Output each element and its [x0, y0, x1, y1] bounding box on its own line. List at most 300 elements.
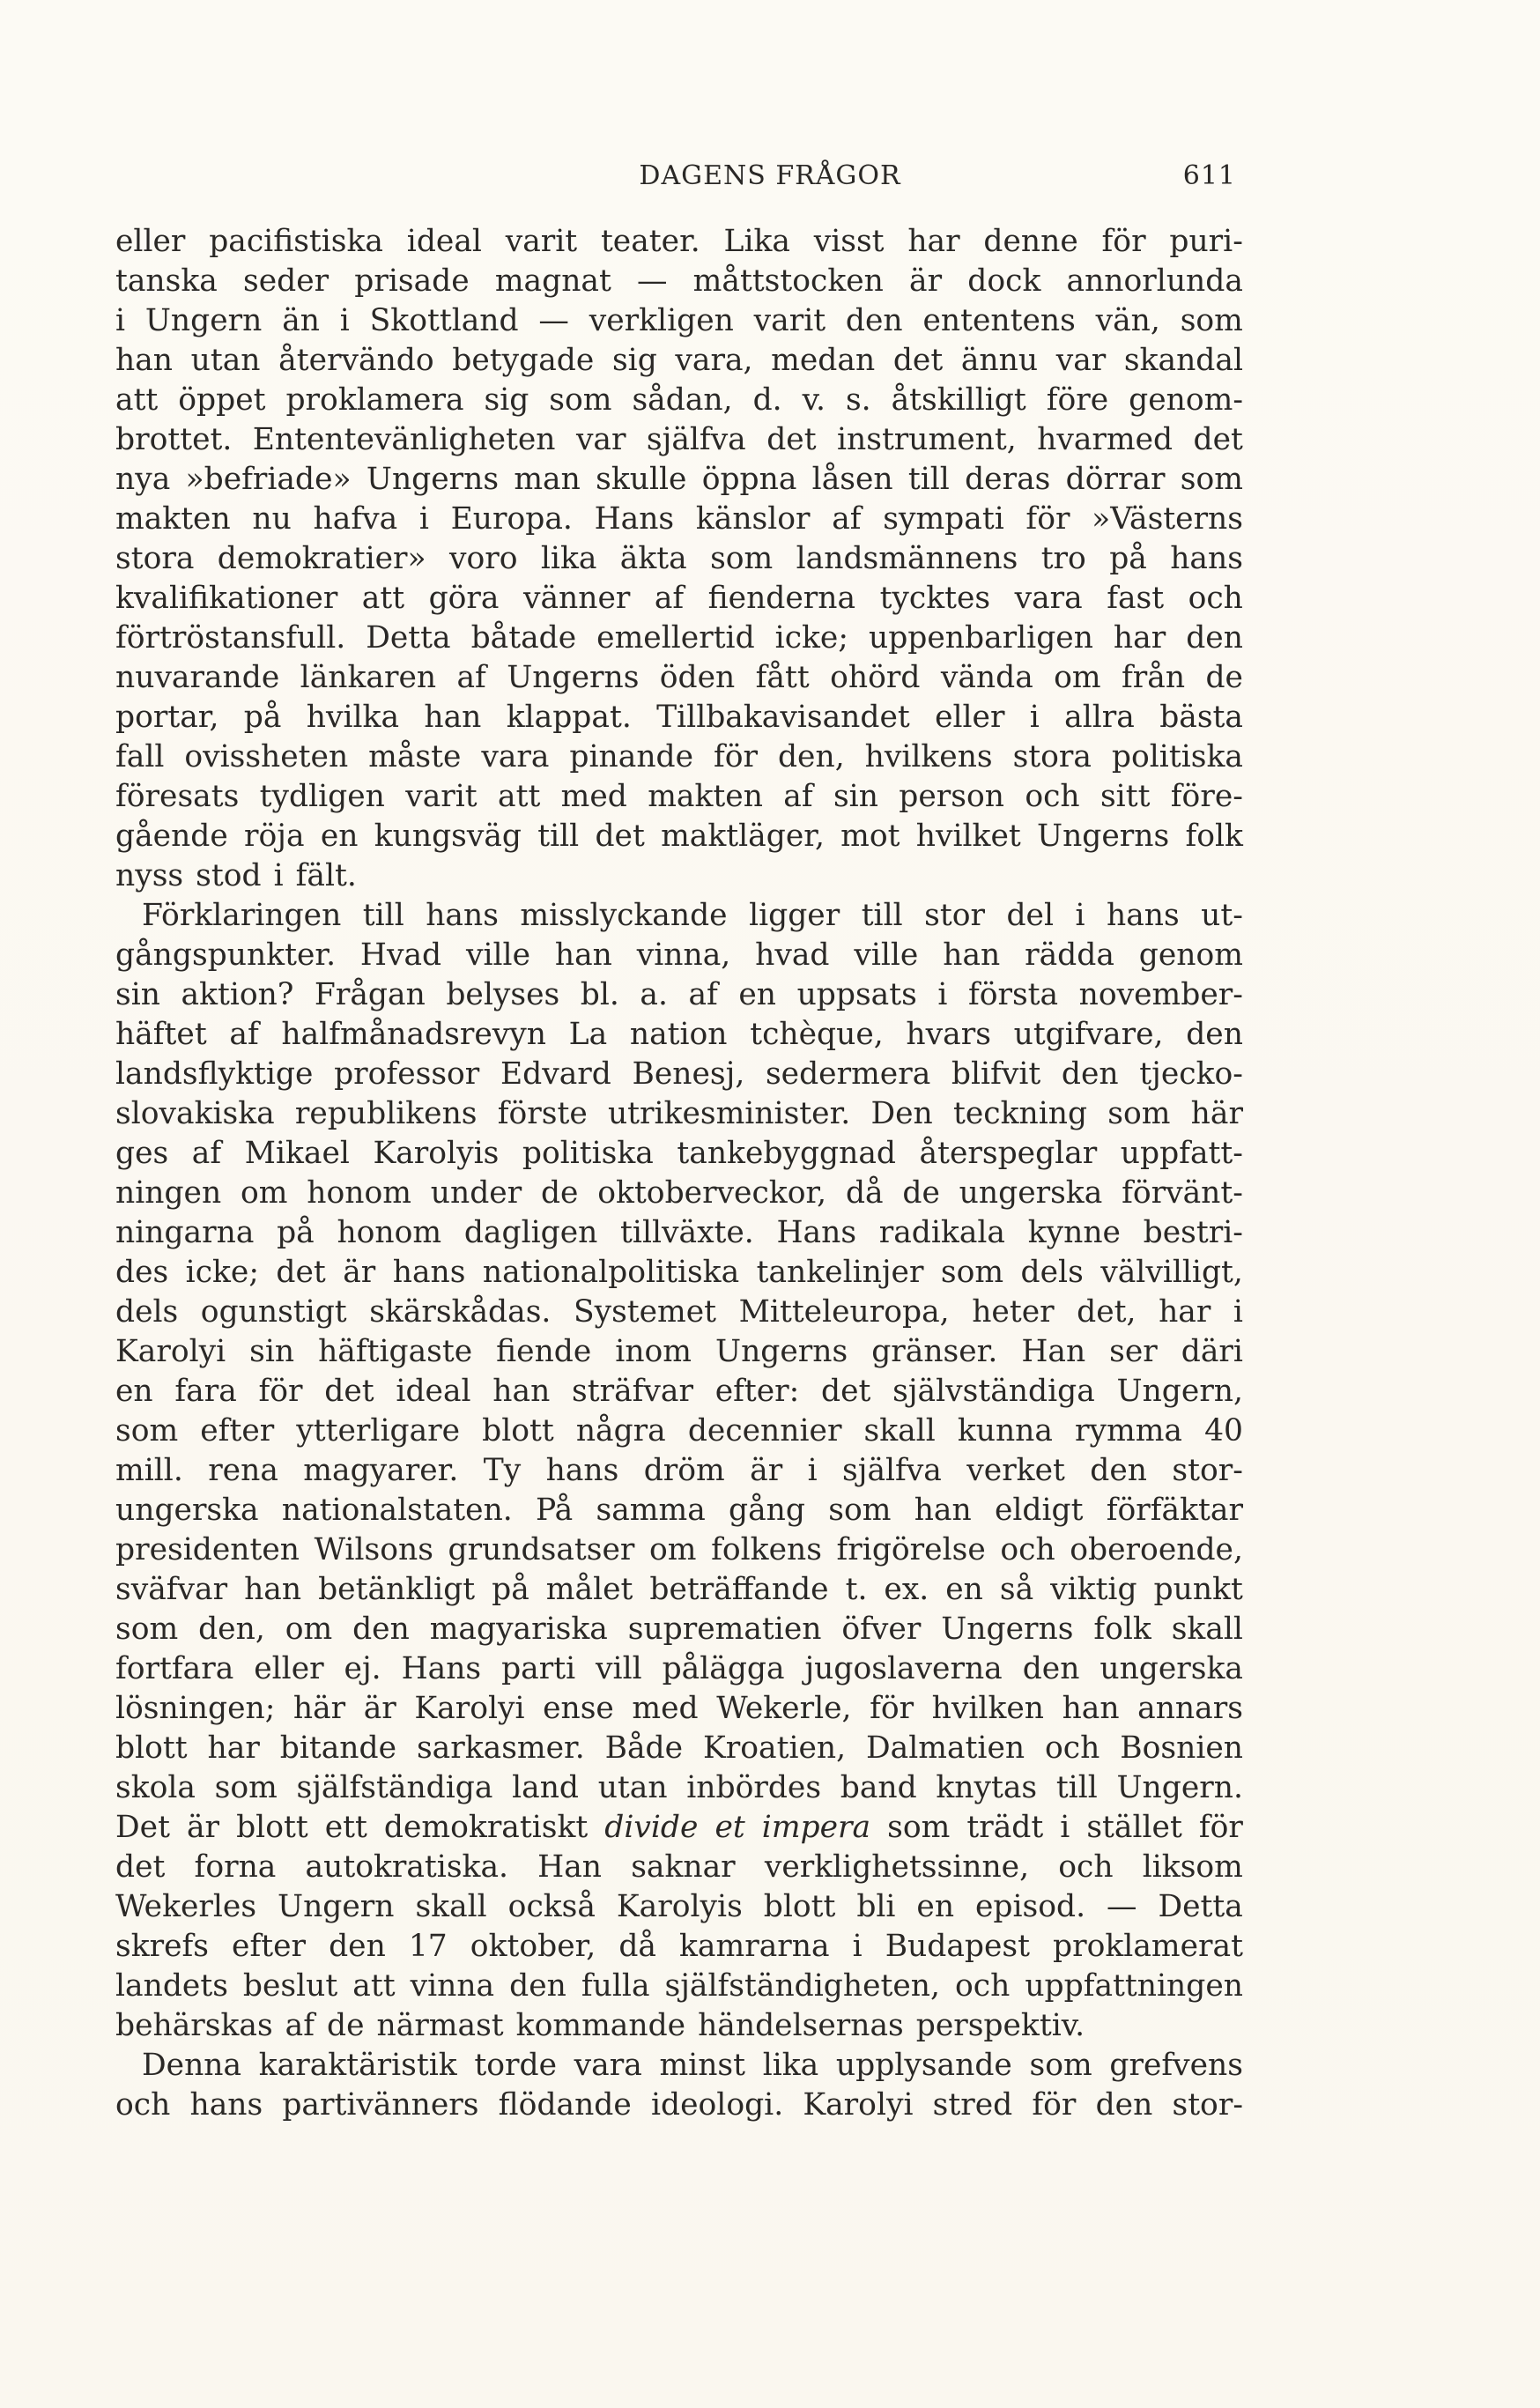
word: Ungern	[278, 1889, 395, 1924]
word: knytas	[936, 1770, 1038, 1805]
text-line	[115, 1887, 1243, 1927]
word: som	[1029, 2048, 1092, 2083]
text-line	[115, 975, 1243, 1015]
text-line	[115, 301, 1243, 341]
word: och	[1045, 1730, 1100, 1766]
word: saknar	[631, 1849, 736, 1885]
word: af	[832, 501, 862, 537]
word: ohörd	[830, 660, 921, 695]
word: är	[909, 263, 943, 299]
text-line	[115, 381, 1243, 420]
word: honom	[307, 1175, 411, 1211]
word: tanska	[115, 263, 218, 299]
word: tankebyggnad	[677, 1136, 896, 1171]
word: viktig	[1050, 1572, 1137, 1607]
word: dagligen	[463, 1215, 598, 1250]
word: hvilkens	[864, 739, 993, 774]
word: för	[1032, 2087, 1077, 2123]
word: i	[115, 303, 126, 338]
word: måttstocken	[692, 263, 884, 299]
word: den,	[198, 1612, 265, 1647]
text-line	[115, 262, 1243, 301]
word: utan	[190, 343, 261, 378]
word: proklamera	[285, 382, 464, 418]
word: hans	[545, 1453, 619, 1488]
word: utan	[597, 1770, 668, 1805]
text-line	[115, 1530, 1243, 1570]
word: icke;	[774, 620, 848, 656]
word: magyariska	[429, 1612, 608, 1647]
word: v.	[802, 382, 826, 418]
word: i	[418, 501, 429, 537]
word: t.	[845, 1572, 868, 1607]
word: s.	[845, 382, 871, 418]
word: hvars	[906, 1017, 991, 1052]
word: flödande	[498, 2087, 632, 2123]
word: instrument,	[836, 422, 1017, 457]
word: efter:	[714, 1374, 800, 1409]
word: af	[229, 1017, 259, 1052]
word: och	[954, 1968, 1011, 2004]
word: beslut	[242, 1968, 338, 2004]
word: för	[713, 739, 759, 774]
word: kunna	[957, 1413, 1053, 1449]
word: med	[632, 1691, 699, 1726]
word: de	[327, 2008, 365, 2043]
word: behärskas	[115, 2008, 273, 2043]
word: gångspunkter.	[115, 937, 337, 973]
word: ges	[115, 1136, 169, 1171]
text-line	[115, 1967, 1243, 2006]
word: deras	[965, 462, 1051, 497]
word: tillväxte.	[620, 1215, 754, 1250]
word: båtade	[470, 620, 577, 656]
word: eller	[254, 1651, 324, 1686]
word: af	[688, 977, 718, 1012]
word: rena	[208, 1453, 278, 1488]
text-line	[115, 1570, 1243, 1610]
word: skola	[115, 1770, 196, 1805]
word: som	[115, 1612, 179, 1647]
word: sträfvar	[572, 1374, 693, 1409]
word: det	[892, 343, 944, 378]
word: puri-	[1169, 224, 1243, 259]
word: vinna,	[636, 937, 731, 973]
word: som	[828, 1493, 892, 1528]
word: gränser.	[871, 1334, 998, 1369]
word: känslor	[695, 501, 811, 537]
word: det	[1193, 422, 1243, 457]
word: från	[1122, 660, 1186, 695]
text-line	[115, 658, 1243, 698]
word: på	[277, 1215, 315, 1250]
word: häftigaste	[318, 1334, 473, 1369]
word: att	[361, 581, 405, 616]
word: före	[1046, 382, 1109, 418]
word: tjecko-	[1139, 1056, 1243, 1092]
word: som	[115, 1413, 179, 1449]
word: här	[1190, 1096, 1243, 1131]
word: stred	[932, 2087, 1013, 2123]
word: pålägga	[662, 1651, 785, 1686]
word: med	[560, 779, 627, 814]
word: som	[214, 1770, 278, 1805]
word: sig	[484, 382, 529, 418]
word: det,	[1077, 1294, 1136, 1330]
word: vinna	[410, 1968, 495, 2004]
word: att	[498, 779, 541, 814]
word: —	[538, 303, 569, 338]
word: makten	[115, 501, 231, 537]
word: för	[1198, 1810, 1243, 1845]
word: blott	[236, 1810, 308, 1845]
word: hans	[426, 898, 499, 933]
word: folkens	[711, 1532, 822, 1567]
word: Wekerles	[115, 1889, 257, 1924]
word: den	[1090, 1453, 1147, 1488]
text-line	[115, 2046, 1243, 2086]
word: öppna	[701, 462, 797, 497]
word: icke;	[185, 1255, 259, 1290]
word: är	[363, 1691, 396, 1726]
word: stod	[196, 858, 262, 893]
word: rymma	[1075, 1413, 1182, 1449]
word: nyss	[115, 858, 184, 893]
word: klappat.	[506, 700, 632, 735]
word: Hans	[401, 1651, 482, 1686]
word: bitande	[279, 1730, 397, 1766]
word: ovissheten	[184, 739, 349, 774]
text-line	[115, 539, 1243, 579]
text-line	[115, 1848, 1243, 1887]
word: Karolyi	[803, 2087, 914, 2123]
word: kamrarna	[679, 1929, 830, 1964]
word: de	[902, 1175, 940, 1211]
word: ytterligare	[296, 1413, 461, 1449]
word: 40	[1204, 1413, 1243, 1449]
word: d.	[752, 382, 782, 418]
text-line	[115, 936, 1243, 975]
word: också	[507, 1889, 596, 1924]
word: skärskådas.	[369, 1294, 552, 1330]
word: de	[540, 1175, 579, 1211]
word: han	[943, 937, 1001, 973]
word: ideologi.	[650, 2087, 784, 2123]
text-line	[115, 1332, 1243, 1372]
word: heter	[972, 1294, 1055, 1330]
word: den	[1095, 2087, 1153, 2123]
word: har	[1113, 620, 1166, 656]
text-line	[115, 1491, 1243, 1530]
word: visst	[813, 224, 885, 259]
word: hvilken	[931, 1691, 1044, 1726]
word: är	[750, 1453, 783, 1488]
word: vara	[574, 2048, 642, 2083]
word: Lika	[723, 224, 790, 259]
word: aktion?	[181, 977, 294, 1012]
word: hans	[1170, 541, 1243, 576]
word: varit	[405, 779, 478, 814]
word: närmast	[376, 2008, 504, 2043]
word: halfmånadsrevyn	[281, 1017, 546, 1052]
word: ligger	[749, 898, 840, 933]
word: länkaren	[300, 660, 437, 695]
word: uppsats	[796, 977, 917, 1012]
word: en	[320, 819, 359, 854]
text-line	[115, 1610, 1243, 1649]
word: och	[1188, 581, 1243, 616]
word: hvilket	[915, 819, 1021, 854]
word: Wekerle,	[716, 1691, 852, 1726]
word: eldigt	[994, 1493, 1084, 1528]
word: gående	[115, 819, 228, 854]
text-line	[115, 1411, 1243, 1451]
word: Mitteleuropa,	[738, 1294, 950, 1330]
word: makten	[648, 779, 763, 814]
word: utrikesminister.	[607, 1096, 851, 1131]
word: november-	[1078, 977, 1243, 1012]
word: demokratiskt	[383, 1810, 589, 1845]
word: själfständiga	[296, 1770, 493, 1805]
word: Benesj,	[632, 1056, 745, 1092]
word: oktober,	[470, 1929, 596, 1964]
word: Det	[115, 1810, 170, 1845]
word: seder	[243, 263, 329, 299]
word: jugoslaverna	[804, 1651, 1003, 1686]
word: sympati	[883, 501, 1004, 537]
text-line	[115, 2006, 1243, 2046]
word: lösningen;	[115, 1691, 276, 1726]
word: vända	[940, 660, 1033, 695]
word: välvilligt,	[1100, 1255, 1243, 1290]
word: är	[186, 1810, 220, 1845]
word: var	[1055, 343, 1107, 378]
word: häftet	[115, 1017, 207, 1052]
word: betänkligt	[318, 1572, 476, 1607]
word: själfva	[646, 422, 746, 457]
word: Kroatien,	[702, 1730, 847, 1766]
running-title: DAGENS FRÅGOR	[639, 160, 901, 191]
word: af	[456, 660, 486, 695]
word: han	[424, 700, 482, 735]
word: decennier	[687, 1413, 842, 1449]
word: magnat	[494, 263, 611, 299]
text-line	[115, 698, 1243, 737]
word: lika	[540, 541, 597, 576]
word: den	[509, 1968, 566, 2004]
word: brottet.	[115, 422, 233, 457]
text-line	[115, 1451, 1243, 1491]
word: ville	[466, 937, 531, 973]
word: han	[492, 1374, 551, 1409]
word: På	[536, 1493, 574, 1528]
word: fält.	[295, 858, 357, 893]
word: vara,	[675, 343, 753, 378]
word: landsflyktige	[115, 1056, 314, 1092]
word: ser	[1109, 1334, 1158, 1369]
word: så	[999, 1572, 1034, 1607]
word: ungerska	[1099, 1651, 1243, 1686]
word: öden	[659, 660, 736, 695]
word: Hvad	[359, 937, 442, 973]
word: det	[766, 422, 817, 457]
word: torde	[474, 2048, 557, 2083]
word: ningarna	[115, 1215, 255, 1250]
word: dock	[967, 263, 1041, 299]
word: pinande	[569, 739, 694, 774]
word: a.	[640, 977, 668, 1012]
word: på	[492, 1572, 529, 1607]
word: oktoberveckor,	[597, 1175, 827, 1211]
word: till	[1055, 1770, 1098, 1805]
word: och	[1025, 779, 1080, 814]
text-line	[115, 2086, 1243, 2125]
word: öppet	[178, 382, 266, 418]
word: medan	[771, 343, 876, 378]
word: händelsernas	[698, 2008, 904, 2043]
word: fall	[115, 739, 165, 774]
word: sväfvar	[115, 1572, 228, 1607]
word: nationalstaten.	[281, 1493, 513, 1528]
word: öfver	[841, 1612, 922, 1647]
word: som	[887, 1810, 951, 1845]
word: bestri-	[1143, 1215, 1243, 1250]
word: den,	[777, 739, 845, 774]
word: band	[840, 1770, 917, 1805]
word: politiska	[1111, 739, 1243, 774]
word: förtröstansfull.	[115, 620, 346, 656]
word: hans	[189, 2087, 263, 2123]
text-line	[115, 856, 1243, 896]
word: han	[1062, 1691, 1120, 1726]
word: ideal	[406, 224, 482, 259]
word: Hans	[776, 1215, 857, 1250]
word: mill.	[115, 1453, 183, 1488]
word: presidenten	[115, 1532, 300, 1567]
word: republikens	[294, 1096, 478, 1131]
word: kungsväg	[374, 819, 522, 854]
word: själfva	[842, 1453, 942, 1488]
word: Ungerns	[941, 1612, 1074, 1647]
word: —	[1107, 1889, 1137, 1924]
word: voro	[449, 541, 518, 576]
word: tydligen	[259, 779, 385, 814]
word: af	[285, 2008, 315, 2043]
word: ett	[324, 1810, 367, 1845]
word: de	[1205, 660, 1243, 695]
word: varit	[753, 303, 826, 338]
word: till	[537, 819, 580, 854]
word: Detta	[1158, 1889, 1243, 1924]
word: en	[115, 1374, 153, 1409]
word: teckning	[952, 1096, 1088, 1131]
text-line	[115, 777, 1243, 817]
word: genom-	[1129, 382, 1243, 418]
word: skall	[1171, 1612, 1243, 1647]
text-line	[115, 460, 1243, 500]
word: Ungerns	[715, 1334, 848, 1369]
word: under	[430, 1175, 522, 1211]
word: den	[1186, 1017, 1243, 1052]
word: vara	[481, 739, 550, 774]
word: i	[1029, 700, 1040, 735]
word: grefvens	[1109, 2048, 1243, 2083]
word: i	[1075, 898, 1085, 933]
word: sin	[115, 977, 160, 1012]
word: ungerska	[959, 1175, 1103, 1211]
word: för	[258, 1374, 303, 1409]
word: den	[1061, 1056, 1119, 1092]
word: af	[783, 779, 813, 814]
word: ej.	[344, 1651, 381, 1686]
word: vara	[1014, 581, 1083, 616]
word: partivänners	[282, 2087, 479, 2123]
text-line	[115, 1689, 1243, 1729]
word: ungerska	[115, 1493, 259, 1528]
word: Ententevänligheten	[252, 422, 556, 457]
word: magyarer.	[303, 1453, 459, 1488]
text-line	[115, 579, 1243, 619]
word: efter	[232, 1929, 307, 1964]
word: den	[1022, 1651, 1080, 1686]
word: dels	[1020, 1255, 1084, 1290]
word: som	[940, 1255, 1004, 1290]
word: hvarmed	[1037, 422, 1174, 457]
word: han	[554, 937, 612, 973]
word: blifvit	[951, 1056, 1041, 1092]
word: självständiga	[892, 1374, 1095, 1409]
word: beträffande	[649, 1572, 829, 1607]
word: förvänt-	[1122, 1175, 1243, 1211]
word: efter	[200, 1413, 275, 1449]
word: Wilsons	[314, 1532, 433, 1567]
word: bästa	[1159, 700, 1243, 735]
text-line	[115, 1927, 1243, 1967]
word: skall	[863, 1413, 936, 1449]
word: en	[738, 977, 777, 1012]
word: Mikael	[244, 1136, 350, 1171]
word: betygade	[452, 343, 595, 378]
word: rädda	[1025, 937, 1114, 973]
word: belyses	[446, 977, 560, 1012]
word: första	[967, 977, 1059, 1012]
word: i	[1233, 1294, 1243, 1330]
word: teater.	[600, 224, 700, 259]
word: stor-	[1172, 1453, 1243, 1488]
word: misslyckande	[520, 898, 728, 933]
word: nuvarande	[115, 660, 280, 695]
word: kvalifikationer	[115, 581, 338, 616]
word: frigörelse	[836, 1532, 986, 1567]
text-line	[115, 1134, 1243, 1174]
word: emellertid	[596, 620, 755, 656]
word: prisade	[354, 263, 470, 299]
word: Ungern.	[1116, 1770, 1243, 1805]
word: en	[945, 1572, 983, 1607]
word: fiende	[496, 1334, 592, 1369]
word: om	[285, 1612, 333, 1647]
word: varit	[505, 224, 578, 259]
word: som	[1107, 1096, 1171, 1131]
word: sådan,	[632, 382, 733, 418]
text-line	[115, 1729, 1243, 1768]
word: det	[821, 1374, 871, 1409]
word: för	[1025, 501, 1070, 537]
word: karaktäristik	[258, 2048, 457, 2083]
word: göra	[428, 581, 500, 616]
word: förste	[497, 1096, 588, 1131]
word: och	[1058, 1849, 1114, 1885]
